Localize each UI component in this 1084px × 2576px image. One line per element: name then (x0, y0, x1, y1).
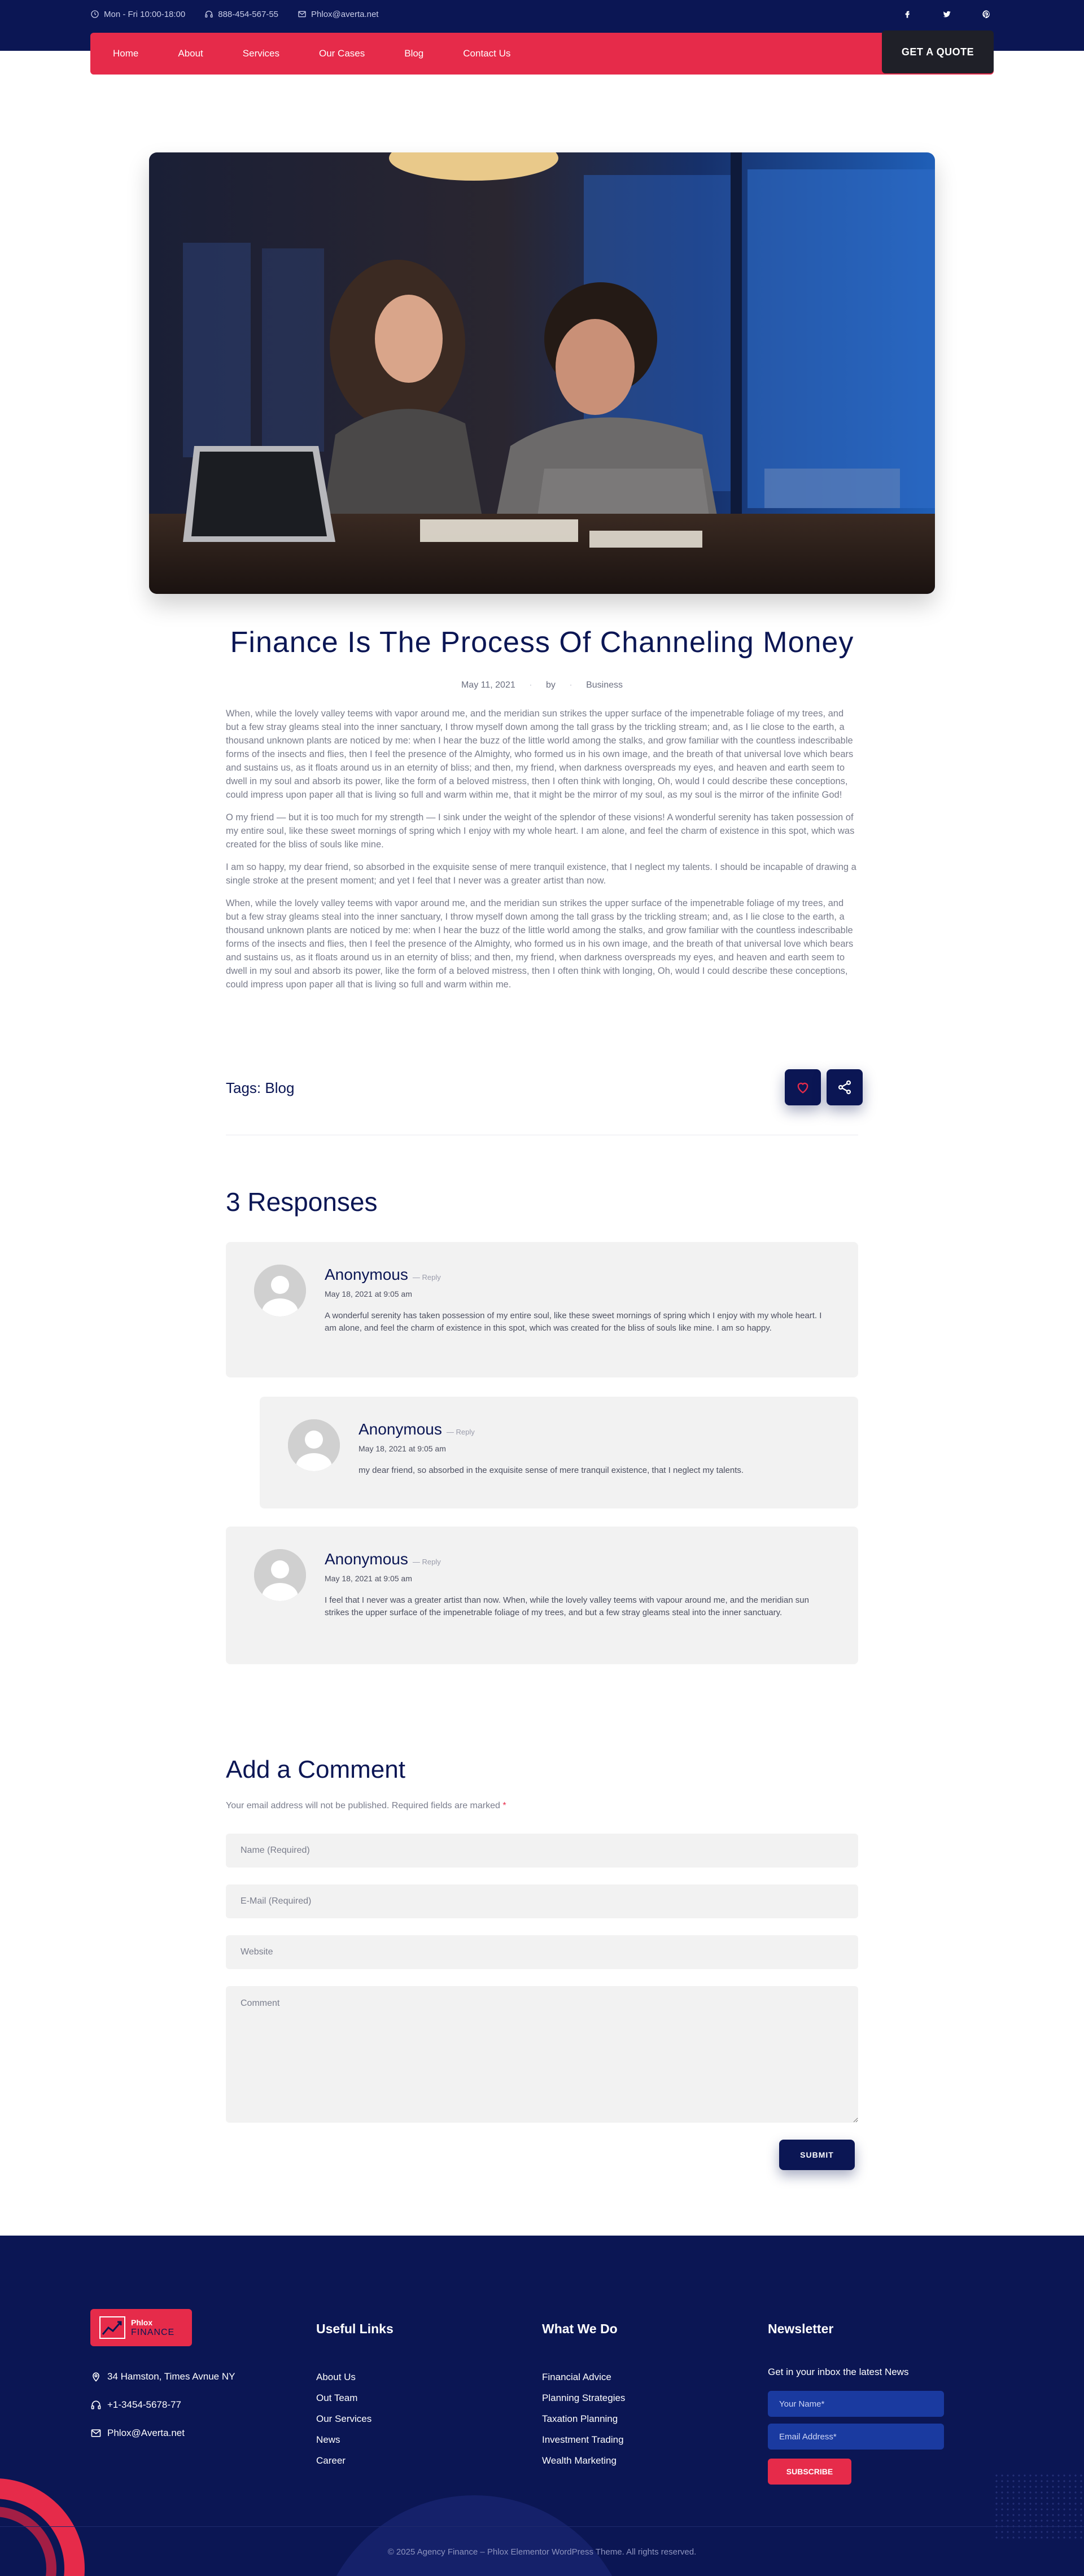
footer-phone[interactable] (90, 2399, 181, 2411)
location-pin-icon (90, 2371, 102, 2382)
subscribe-button[interactable]: SUBSCRIBE (768, 2459, 851, 2485)
footer-email-text: Phlox@Averta.net (107, 2428, 185, 2438)
name-field[interactable] (226, 1834, 858, 1868)
footer-link-news[interactable]: News (316, 2434, 340, 2445)
post-content (226, 707, 858, 1000)
post-paragraph: When, while the lovely valley teems with vapor around me, and the meridian sun strikes the upper surface of the impenetrable foliage of my trees, and but a few stray gleams steal into the inner sanctuary, I throw myself down among the tall grass by the trickling stream; and, as I lie close to the earth, a thousand unknown plants are noticed by me: when I hear the buzz of the little world among the stalks, and grow familiar with the countless indescribable forms of the insects and flies, then I feel the presence of the Almighty, who formed us in his own image, and the breath of that universal love which bears and sustains us, as it floats around us in an eternity of bliss; and then, my friend, when darkness overspreads my eyes, and heaven and earth seem to dwell in my soul and absorb its power, like the form of a beloved mistress, then I often think with longing, Oh, would I could describe these conceptions, could impress upon paper all that is living so full and warm within me. (226, 898, 854, 990)
post-tags (226, 1079, 294, 1097)
footer-phone-text: +1-3454-5678-77 (107, 2399, 181, 2410)
footer-address-text: 34 Hamston, Times Avnue NY (107, 2371, 235, 2382)
pinterest-icon[interactable] (979, 7, 994, 21)
email-field[interactable] (226, 1884, 858, 1918)
top-email[interactable] (298, 10, 378, 19)
meta-separator: · (529, 680, 532, 690)
newsletter-email-input[interactable] (768, 2424, 944, 2450)
headset-icon (90, 2399, 102, 2411)
responses-title: 3 Responses (226, 1187, 378, 1217)
top-phone[interactable] (204, 10, 278, 19)
footer-logo-top: Phlox (131, 2318, 153, 2327)
useful-links-list (316, 2367, 371, 2471)
nav-item-our-cases[interactable]: Our Cases (318, 48, 365, 59)
nav-item-about[interactable]: About (178, 48, 203, 59)
useful-links-title: Useful Links (316, 2321, 394, 2336)
footer-divider (0, 2526, 1084, 2527)
comment-card (226, 1527, 858, 1664)
comment-date: May 18, 2021 at 9:05 am (325, 1574, 412, 1583)
share-button[interactable] (827, 1069, 863, 1105)
footer-link-career[interactable]: Career (316, 2455, 346, 2466)
avatar (288, 1419, 340, 1471)
comment-field[interactable] (226, 1986, 858, 2123)
share-icon (837, 1079, 853, 1095)
clock-icon (90, 10, 99, 19)
footer-link-planning[interactable]: Planning Strategies (542, 2393, 626, 2403)
top-bar-contacts (90, 7, 994, 21)
top-hours (90, 10, 185, 19)
top-phone-text: 888-454-567-55 (218, 9, 279, 19)
required-note (226, 1801, 506, 1811)
post-date[interactable]: May 11, 2021 (461, 680, 515, 690)
post-paragraph: I am so happy, my dear friend, so absorbed in the exquisite sense of mere tranquil existence, that I neglect my talents. I should be incapable of drawing a single stroke at the present moment; and yet I feel that I never was a greater artist than now. (226, 862, 856, 886)
post-meta (149, 680, 935, 690)
top-email-text: Phlox@averta.net (311, 9, 379, 19)
mail-icon (298, 10, 307, 19)
meta-separator: · (569, 680, 572, 690)
copyright-text: © 2025 Agency Finance – Phlox Elementor WordPress Theme. All rights reserved. (387, 2547, 697, 2557)
post-paragraph: When, while the lovely valley teems with vapor around me, and the meridian sun strikes the upper surface of the impenetrable foliage of my trees, and but a few stray gleams steal into the inner sanctuary, I throw myself down among the tall grass by the trickling stream; and, as I lie close to the earth, a thousand unknown plants are noticed by me: when I hear the buzz of the little world among the stalks, and grow familiar with the countless indescribable forms of the insects and flies, then I feel the presence of the Almighty, who formed us in his own image, and the breath of that universal love which bears and sustains us, as it floats around us in an eternity of bliss; and then, my friend, when darkness overspreads my eyes, and heaven and earth seem to dwell in my soul and absorb its power, like the form of a beloved mistress, then I often think with longing, Oh, would I could describe these conceptions, could impress upon paper all that is living so full and warm within me, that it might be the mirror of my soul, as my soul is the mirror of the infinite God! (226, 708, 854, 800)
mail-icon (90, 2428, 102, 2439)
decorative-dots (994, 2473, 1084, 2540)
footer-link-team[interactable]: Out Team (316, 2393, 358, 2403)
newsletter-name-input[interactable] (768, 2391, 944, 2417)
footer-logo[interactable] (90, 2309, 192, 2346)
social-links (875, 7, 994, 21)
footer-logo-text (131, 2317, 174, 2338)
comment-date: May 18, 2021 at 9:05 am (325, 1289, 412, 1298)
footer-link-services[interactable]: Our Services (316, 2413, 372, 2424)
post-title: Finance Is The Process Of Channeling Money (230, 626, 854, 659)
nav-item-blog[interactable]: Blog (404, 48, 424, 59)
footer-email[interactable] (90, 2428, 185, 2439)
nav-item-services[interactable]: Services (242, 48, 279, 59)
comment-card (226, 1242, 858, 1377)
newsletter-text: Get in your inbox the latest News (768, 2367, 909, 2377)
top-hours-text: Mon - Fri 10:00-18:00 (104, 9, 186, 19)
footer-logo-bottom: FINANCE (131, 2328, 175, 2337)
comment-author-name: Anonymous (325, 1266, 408, 1283)
comment-date: May 18, 2021 at 9:05 am (359, 1444, 446, 1453)
avatar (254, 1549, 306, 1601)
comment-text: my dear friend, so absorbed in the exquisite sense of mere tranquil existence, that I neglect my talents. (359, 1466, 744, 1475)
reply-link[interactable]: — Reply (412, 1273, 441, 1282)
comment-text: A wonderful serenity has taken possession of my entire soul, like these sweet mornings of spring which I enjoy with my whole heart. I am alone, and feel the charm of existence in this spot, which was created for the bliss of souls like mine. I am so happy. (325, 1311, 822, 1333)
twitter-icon[interactable] (939, 7, 954, 21)
footer-link-about[interactable]: About Us (316, 2372, 356, 2382)
nav-item-home[interactable]: Home (113, 48, 139, 59)
what-we-do-list (542, 2367, 625, 2471)
footer-link-investment[interactable]: Investment Trading (542, 2434, 624, 2445)
post-by: by (545, 680, 556, 690)
footer-link-wealth[interactable]: Wealth Marketing (542, 2455, 617, 2466)
required-note-text: Your email address will not be published. Required fields are marked (226, 1801, 500, 1810)
comment-text: I feel that I never was a greater artist than now. When, while the lovely valley teems with vapour around me, and the meridian sun strikes the upper surface of the impenetrable foliage of my trees, and but a few stray gleams steal into the inner sanctuary. (325, 1595, 809, 1617)
reply-link[interactable]: — Reply (412, 1558, 441, 1566)
comment-author (359, 1420, 475, 1438)
required-mark: * (502, 1801, 506, 1810)
chart-logo-icon (99, 2316, 125, 2339)
get-a-quote-button[interactable]: GET A QUOTE (882, 30, 994, 73)
facebook-icon[interactable] (900, 7, 915, 21)
site-footer (0, 2236, 1084, 2576)
post-paragraph: O my friend — but it is too much for my strength — I sink under the weight of the splendor of these visions! A wonderful serenity has taken possession of my entire soul, like these sweet mornings of spring which I enjoy with my whole heart. I am alone, and feel the charm of existence in this spot, which was created for the bliss of souls like mine. (226, 812, 855, 850)
post-actions (779, 1069, 863, 1105)
main-nav (90, 33, 994, 75)
post-featured-image (149, 152, 935, 594)
tags-label: Tags: (226, 1079, 261, 1096)
nav-menu (113, 33, 550, 75)
newsletter-title: Newsletter (768, 2321, 834, 2336)
footer-address (90, 2371, 235, 2382)
nav-item-contact[interactable]: Contact Us (463, 48, 511, 59)
reply-link[interactable]: — Reply (446, 1428, 475, 1436)
headset-icon (204, 10, 213, 19)
like-button[interactable] (785, 1069, 821, 1105)
comment-author (325, 1266, 441, 1284)
decorative-circle (316, 2495, 632, 2576)
comment-author-name: Anonymous (325, 1550, 408, 1568)
footer-link-financial-advice[interactable]: Financial Advice (542, 2372, 611, 2382)
comment-card-reply (260, 1397, 858, 1508)
tag-link[interactable]: Blog (265, 1079, 295, 1096)
footer-link-taxation[interactable]: Taxation Planning (542, 2413, 618, 2424)
heart-icon (795, 1079, 811, 1095)
comment-author (325, 1550, 441, 1568)
submit-button[interactable]: SUBMIT (779, 2140, 855, 2170)
comment-author-name: Anonymous (359, 1420, 442, 1438)
add-comment-title: Add a Comment (226, 1756, 405, 1783)
website-field[interactable] (226, 1935, 858, 1969)
post-category[interactable]: Business (586, 680, 623, 690)
avatar (254, 1265, 306, 1317)
what-we-do-title: What We Do (542, 2321, 618, 2336)
